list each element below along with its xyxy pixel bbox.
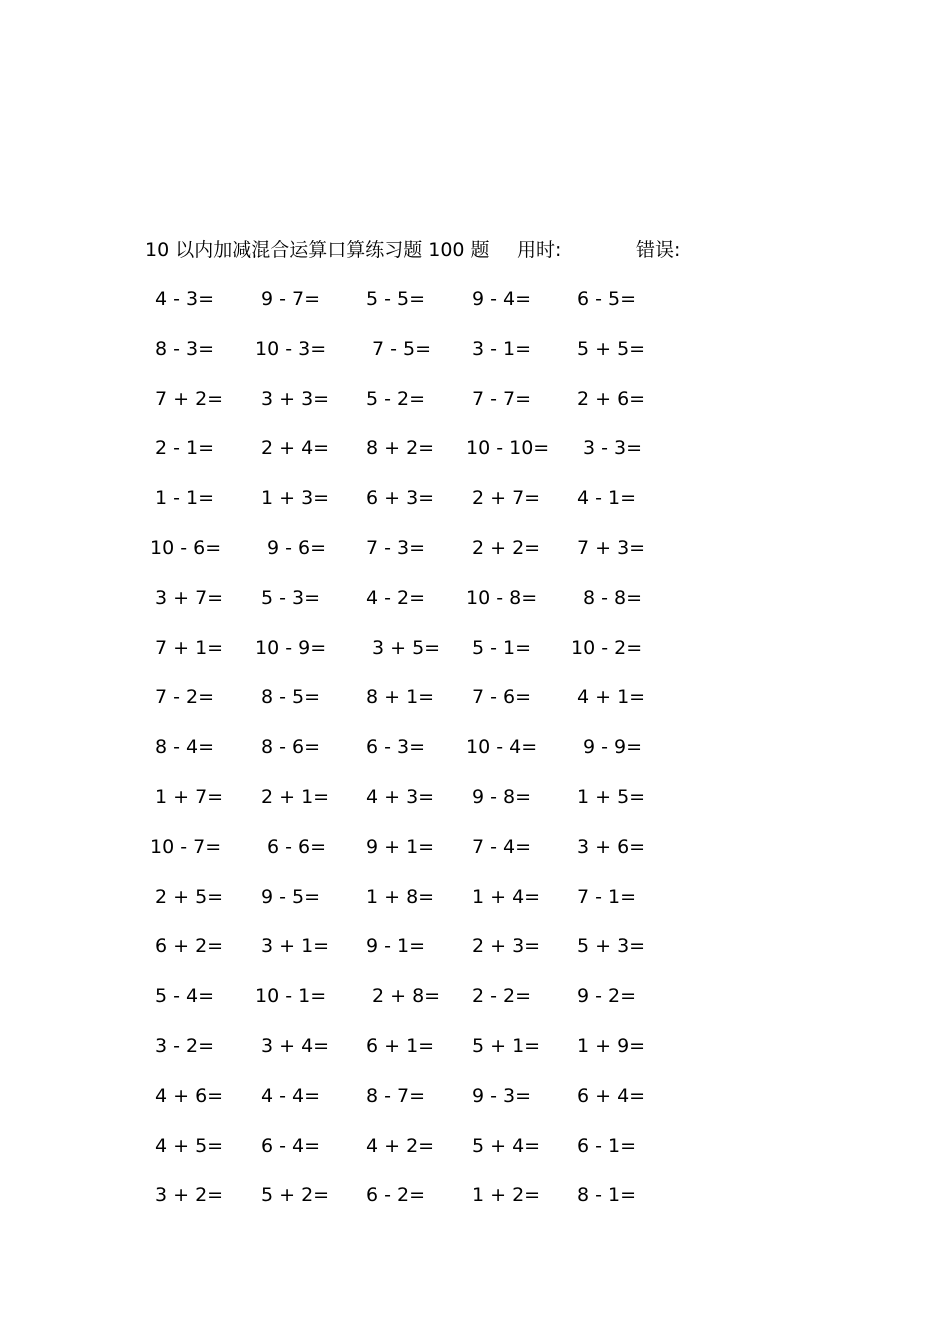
- problem-row: [0, 584, 950, 612]
- arithmetic-problem: 1 + 3=: [261, 487, 330, 510]
- arithmetic-problem: 9 - 9=: [583, 736, 643, 759]
- problem-row: [0, 1181, 950, 1209]
- arithmetic-problem: 7 - 2=: [155, 686, 215, 709]
- arithmetic-problem: 6 + 4=: [577, 1084, 646, 1107]
- arithmetic-problem: 6 + 1=: [366, 1035, 435, 1057]
- arithmetic-problem: 9 - 7=: [261, 288, 321, 310]
- arithmetic-problem: 2 + 5=: [155, 885, 224, 908]
- arithmetic-problem: 8 - 5=: [261, 686, 321, 709]
- arithmetic-problem: 8 + 1=: [366, 686, 435, 709]
- arithmetic-problem: 6 - 5=: [577, 288, 637, 310]
- arithmetic-problem: 2 + 1=: [261, 786, 330, 808]
- arithmetic-problem: 10 - 4=: [466, 736, 538, 759]
- arithmetic-problem: 10 - 3=: [255, 337, 327, 360]
- arithmetic-problem: 7 - 6=: [472, 686, 532, 709]
- problem-row: [0, 883, 950, 911]
- arithmetic-problem: 7 + 1=: [155, 636, 224, 659]
- arithmetic-problem: 9 - 6=: [267, 537, 327, 559]
- arithmetic-problem: 4 + 5=: [155, 1134, 224, 1157]
- problem-row: [0, 534, 950, 562]
- arithmetic-problem: 3 - 1=: [472, 337, 532, 360]
- arithmetic-problem: 8 - 7=: [366, 1084, 426, 1107]
- arithmetic-problem: 7 - 3=: [366, 537, 426, 559]
- arithmetic-problem: 6 - 6=: [267, 835, 327, 858]
- arithmetic-problem: 4 + 2=: [366, 1134, 435, 1157]
- arithmetic-problem: 3 + 6=: [577, 835, 646, 858]
- problem-row: [0, 932, 950, 960]
- arithmetic-problem: 1 + 7=: [155, 786, 224, 808]
- arithmetic-problem: 7 - 7=: [472, 387, 532, 410]
- arithmetic-problem: 8 - 3=: [155, 337, 215, 360]
- error-count-label: 错误:: [636, 239, 681, 261]
- arithmetic-problem: 9 - 2=: [577, 985, 637, 1008]
- problem-row: [0, 335, 950, 363]
- worksheet-title: 10 以内加减混合运算口算练习题 100 题: [145, 239, 490, 261]
- arithmetic-problem: 4 - 1=: [577, 487, 637, 510]
- arithmetic-problem: 6 - 2=: [366, 1184, 426, 1207]
- arithmetic-problem: 4 - 2=: [366, 586, 426, 609]
- arithmetic-problem: 5 + 2=: [261, 1184, 330, 1207]
- arithmetic-problem: 3 + 5=: [372, 636, 441, 659]
- arithmetic-problem: 1 + 8=: [366, 885, 435, 908]
- arithmetic-problem: 5 + 5=: [577, 337, 646, 360]
- arithmetic-problem: 4 + 6=: [155, 1084, 224, 1107]
- arithmetic-problem: 9 - 1=: [366, 935, 426, 958]
- arithmetic-problem: 4 - 3=: [155, 288, 215, 310]
- arithmetic-problem: 1 - 1=: [155, 487, 215, 510]
- arithmetic-problem: 2 + 6=: [577, 387, 646, 410]
- arithmetic-problem: 7 - 5=: [372, 337, 432, 360]
- problem-row: [0, 982, 950, 1010]
- arithmetic-problem: 3 + 7=: [155, 586, 224, 609]
- problem-row: [0, 733, 950, 761]
- arithmetic-problem: 2 - 1=: [155, 437, 215, 460]
- arithmetic-problem: 5 - 2=: [366, 387, 426, 410]
- arithmetic-problem: 8 + 2=: [366, 437, 435, 460]
- arithmetic-problem: 4 + 1=: [577, 686, 646, 709]
- problem-row: [0, 833, 950, 861]
- problem-row: [0, 1132, 950, 1160]
- arithmetic-problem: 5 - 1=: [472, 636, 532, 659]
- arithmetic-problem: 1 + 9=: [577, 1035, 646, 1057]
- arithmetic-problem: 8 - 6=: [261, 736, 321, 759]
- arithmetic-problem: 5 - 3=: [261, 586, 321, 609]
- arithmetic-problem: 7 + 3=: [577, 537, 646, 559]
- problem-row: [0, 434, 950, 462]
- arithmetic-problem: 6 - 3=: [366, 736, 426, 759]
- problem-row: [0, 385, 950, 413]
- arithmetic-problem: 2 + 3=: [472, 935, 541, 958]
- problem-row: [0, 285, 950, 313]
- arithmetic-problem: 9 + 1=: [366, 835, 435, 858]
- problem-row: [0, 484, 950, 512]
- arithmetic-problem: 7 + 2=: [155, 387, 224, 410]
- arithmetic-problem: 5 - 5=: [366, 288, 426, 310]
- arithmetic-problem: 8 - 4=: [155, 736, 215, 759]
- arithmetic-problem: 1 + 5=: [577, 786, 646, 808]
- time-used-label: 用时:: [517, 239, 562, 261]
- problem-row: [0, 683, 950, 711]
- arithmetic-problem: 10 - 8=: [466, 586, 538, 609]
- arithmetic-problem: 6 + 2=: [155, 935, 224, 958]
- arithmetic-problem: 3 + 2=: [155, 1184, 224, 1207]
- arithmetic-problem: 10 - 2=: [571, 636, 643, 659]
- problem-row: [0, 634, 950, 662]
- arithmetic-problem: 5 + 3=: [577, 935, 646, 958]
- arithmetic-problem: 6 + 3=: [366, 487, 435, 510]
- arithmetic-problem: 3 + 3=: [261, 387, 330, 410]
- arithmetic-problem: 9 - 4=: [472, 288, 532, 310]
- arithmetic-problem: 7 - 1=: [577, 885, 637, 908]
- arithmetic-problem: 6 - 4=: [261, 1134, 321, 1157]
- problem-row: [0, 1082, 950, 1110]
- arithmetic-problem: 3 - 2=: [155, 1035, 215, 1057]
- arithmetic-problem: 6 - 1=: [577, 1134, 637, 1157]
- arithmetic-problem: 9 - 8=: [472, 786, 532, 808]
- arithmetic-problem: 2 + 4=: [261, 437, 330, 460]
- arithmetic-problem: 2 + 8=: [372, 985, 441, 1008]
- arithmetic-problem: 5 - 4=: [155, 985, 215, 1008]
- arithmetic-problem: 1 + 4=: [472, 885, 541, 908]
- problem-row: [0, 783, 950, 811]
- arithmetic-problem: 4 - 4=: [261, 1084, 321, 1107]
- arithmetic-problem: 7 - 4=: [472, 835, 532, 858]
- arithmetic-problem: 3 - 3=: [583, 437, 643, 460]
- arithmetic-problem: 10 - 7=: [150, 835, 222, 858]
- arithmetic-problem: 3 + 1=: [261, 935, 330, 958]
- arithmetic-problem: 5 + 1=: [472, 1035, 541, 1057]
- arithmetic-problem: 1 + 2=: [472, 1184, 541, 1207]
- arithmetic-problem: 8 - 1=: [577, 1184, 637, 1207]
- arithmetic-problem: 2 + 7=: [472, 487, 541, 510]
- arithmetic-problem: 10 - 10=: [466, 437, 550, 460]
- arithmetic-problem: 9 - 5=: [261, 885, 321, 908]
- arithmetic-problem: 2 + 2=: [472, 537, 541, 559]
- arithmetic-problem: 4 + 3=: [366, 786, 435, 808]
- problem-row: [0, 1032, 950, 1060]
- arithmetic-problem: 5 + 4=: [472, 1134, 541, 1157]
- arithmetic-problem: 10 - 9=: [255, 636, 327, 659]
- arithmetic-problem: 2 - 2=: [472, 985, 532, 1008]
- arithmetic-problem: 10 - 6=: [150, 537, 222, 559]
- arithmetic-problem: 8 - 8=: [583, 586, 643, 609]
- arithmetic-problem: 3 + 4=: [261, 1035, 330, 1057]
- arithmetic-problem: 10 - 1=: [255, 985, 327, 1008]
- arithmetic-problem: 9 - 3=: [472, 1084, 532, 1107]
